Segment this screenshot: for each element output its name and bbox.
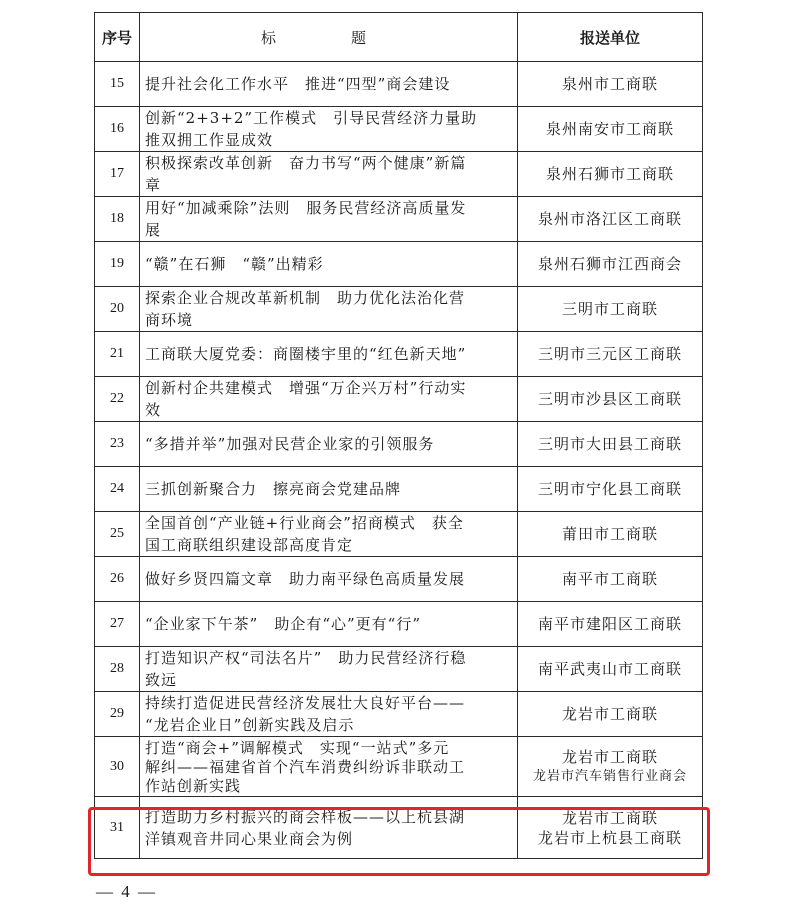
row-number: 27 bbox=[95, 602, 140, 647]
row-unit bbox=[518, 152, 703, 197]
row-title-line: 全国首创“产业链+行业商会”招商模式 获全 bbox=[145, 514, 464, 532]
row-title-line: 解纠——福建省首个汽车消费纠纷诉非联动工 bbox=[145, 758, 466, 776]
row-unit-line: 三明市三元区工商联 bbox=[537, 345, 682, 363]
row-unit-line: 莆田市工商联 bbox=[561, 525, 658, 543]
row-number: 22 bbox=[95, 377, 140, 422]
row-title-line: 打造知识产权“司法名片” 助力民营经济行稳 bbox=[145, 649, 467, 667]
row-title-line: “龙岩企业日”创新实践及启示 bbox=[145, 716, 355, 734]
row-number: 29 bbox=[95, 692, 140, 737]
row-title bbox=[140, 602, 518, 647]
row-title bbox=[140, 107, 518, 152]
row-title bbox=[140, 152, 518, 197]
row-unit bbox=[518, 332, 703, 377]
table-row bbox=[95, 242, 703, 287]
row-unit bbox=[518, 737, 703, 797]
red-highlight-box bbox=[88, 807, 710, 876]
row-title-line: 三抓创新聚合力 擦亮商会党建品牌 bbox=[145, 480, 402, 498]
row-number: 25 bbox=[95, 512, 140, 557]
row-unit bbox=[518, 197, 703, 242]
row-unit-line: 龙岩市工商联 bbox=[561, 705, 658, 723]
row-number: 18 bbox=[95, 197, 140, 242]
table-row bbox=[95, 737, 703, 797]
row-title-line: 商环境 bbox=[145, 311, 194, 329]
header-title: 标 题 bbox=[140, 13, 518, 62]
row-number: 17 bbox=[95, 152, 140, 197]
table-row bbox=[95, 332, 703, 377]
table-row bbox=[95, 197, 703, 242]
row-number: 23 bbox=[95, 422, 140, 467]
table-row bbox=[95, 647, 703, 692]
row-unit bbox=[518, 692, 703, 737]
row-title-line: 做好乡贤四篇文章 助力南平绿色高质量发展 bbox=[145, 570, 466, 588]
row-unit-line: 南平市工商联 bbox=[561, 570, 658, 588]
row-title-line: “赣”在石狮 “赣”出精彩 bbox=[145, 255, 324, 273]
header-num: 序号 bbox=[95, 13, 140, 62]
row-title bbox=[140, 737, 518, 797]
row-unit bbox=[518, 467, 703, 512]
row-number: 21 bbox=[95, 332, 140, 377]
row-title-line: 展 bbox=[145, 221, 162, 239]
row-title bbox=[140, 557, 518, 602]
row-number: 31 bbox=[95, 797, 140, 859]
row-title-line: 持续打造促进民营经济发展壮大良好平台—— bbox=[145, 694, 466, 712]
row-unit-line: 三明市工商联 bbox=[561, 300, 658, 318]
row-title-line: 国工商联组织建设部高度肯定 bbox=[145, 536, 354, 554]
table-row bbox=[95, 557, 703, 602]
table-row bbox=[95, 602, 703, 647]
row-number: 16 bbox=[95, 107, 140, 152]
row-title bbox=[140, 647, 518, 692]
row-title bbox=[140, 422, 518, 467]
row-title bbox=[140, 197, 518, 242]
row-unit bbox=[518, 647, 703, 692]
table-row bbox=[95, 692, 703, 737]
row-unit bbox=[518, 242, 703, 287]
row-unit-line: 泉州石狮市江西商会 bbox=[537, 255, 682, 273]
row-title-line: 效 bbox=[145, 401, 162, 419]
row-title-line: 致远 bbox=[145, 671, 178, 689]
row-unit-line: 龙岩市工商联 bbox=[561, 747, 658, 766]
row-unit-line: 泉州南安市工商联 bbox=[545, 120, 674, 138]
table-row bbox=[95, 467, 703, 512]
row-title bbox=[140, 287, 518, 332]
row-title-line: 洋镇观音井同心果业商会为例 bbox=[145, 829, 354, 848]
row-number: 15 bbox=[95, 62, 140, 107]
table-row bbox=[95, 62, 703, 107]
row-title-line: 打造助力乡村振兴的商会样板——以上杭县湖 bbox=[145, 807, 466, 826]
table-row bbox=[95, 152, 703, 197]
row-unit-line: 南平武夷山市工商联 bbox=[537, 660, 682, 678]
row-unit-line: 泉州市工商联 bbox=[561, 75, 658, 93]
row-unit-line: 南平市建阳区工商联 bbox=[537, 615, 682, 633]
row-title-line: 创新村企共建模式 增强“万企兴万村”行动实 bbox=[145, 379, 467, 397]
row-title-line: 推双拥工作显成效 bbox=[145, 131, 274, 149]
row-title-line: 作站创新实践 bbox=[145, 777, 242, 795]
row-number: 19 bbox=[95, 242, 140, 287]
table-row bbox=[95, 107, 703, 152]
row-unit-line: 龙岩市工商联 bbox=[561, 808, 658, 827]
row-title-line: 用好“加减乘除”法则 服务民营经济高质量发 bbox=[145, 199, 467, 217]
row-title-line: 工商联大厦党委：商圈楼宇里的“红色新天地” bbox=[145, 345, 467, 363]
row-unit bbox=[518, 422, 703, 467]
row-unit-line: 龙岩市汽车销售行业商会 bbox=[532, 768, 687, 784]
row-unit-line: 泉州市洛江区工商联 bbox=[537, 210, 682, 228]
row-number: 20 bbox=[95, 287, 140, 332]
row-unit-line: 三明市大田县工商联 bbox=[537, 435, 682, 453]
row-title-line: 积极探索改革创新 奋力书写“两个健康”新篇 bbox=[145, 154, 467, 172]
row-number: 28 bbox=[95, 647, 140, 692]
row-number: 30 bbox=[95, 737, 140, 797]
table-row bbox=[95, 512, 703, 557]
table-row bbox=[95, 287, 703, 332]
row-number: 26 bbox=[95, 557, 140, 602]
row-title bbox=[140, 467, 518, 512]
row-title-line: 提升社会化工作水平 推进“四型”商会建设 bbox=[145, 75, 451, 93]
row-number: 24 bbox=[95, 467, 140, 512]
row-unit-line: 龙岩市上杭县工商联 bbox=[537, 828, 682, 847]
page-number: — 4 — bbox=[96, 882, 157, 901]
row-title bbox=[140, 512, 518, 557]
row-unit bbox=[518, 377, 703, 422]
row-title-line: 章 bbox=[145, 176, 162, 194]
row-unit bbox=[518, 287, 703, 332]
row-unit-line: 泉州石狮市工商联 bbox=[545, 165, 674, 183]
table-header-row bbox=[95, 13, 703, 62]
row-title bbox=[140, 692, 518, 737]
row-unit bbox=[518, 107, 703, 152]
table-row bbox=[95, 377, 703, 422]
row-title bbox=[140, 377, 518, 422]
row-title-line: 打造“商会+”调解模式 实现“一站式”多元 bbox=[145, 739, 450, 757]
row-unit bbox=[518, 512, 703, 557]
table-row bbox=[95, 422, 703, 467]
row-unit-line: 三明市宁化县工商联 bbox=[537, 480, 682, 498]
row-title-line: 创新“2+3+2”工作模式 引导民营经济力量助 bbox=[145, 109, 478, 127]
row-unit bbox=[518, 557, 703, 602]
report-table bbox=[94, 12, 703, 859]
row-unit bbox=[518, 602, 703, 647]
row-title-line: “企业家下午茶” 助企有“心”更有“行” bbox=[145, 615, 422, 633]
header-unit: 报送单位 bbox=[518, 13, 703, 62]
row-title-line: 探索企业合规改革新机制 助力优化法治化营 bbox=[145, 289, 466, 307]
row-title bbox=[140, 62, 518, 107]
row-title bbox=[140, 332, 518, 377]
row-unit bbox=[518, 62, 703, 107]
row-title-line: “多措并举”加强对民营企业家的引领服务 bbox=[145, 435, 435, 453]
row-title bbox=[140, 242, 518, 287]
row-unit-line: 三明市沙县区工商联 bbox=[537, 390, 682, 408]
